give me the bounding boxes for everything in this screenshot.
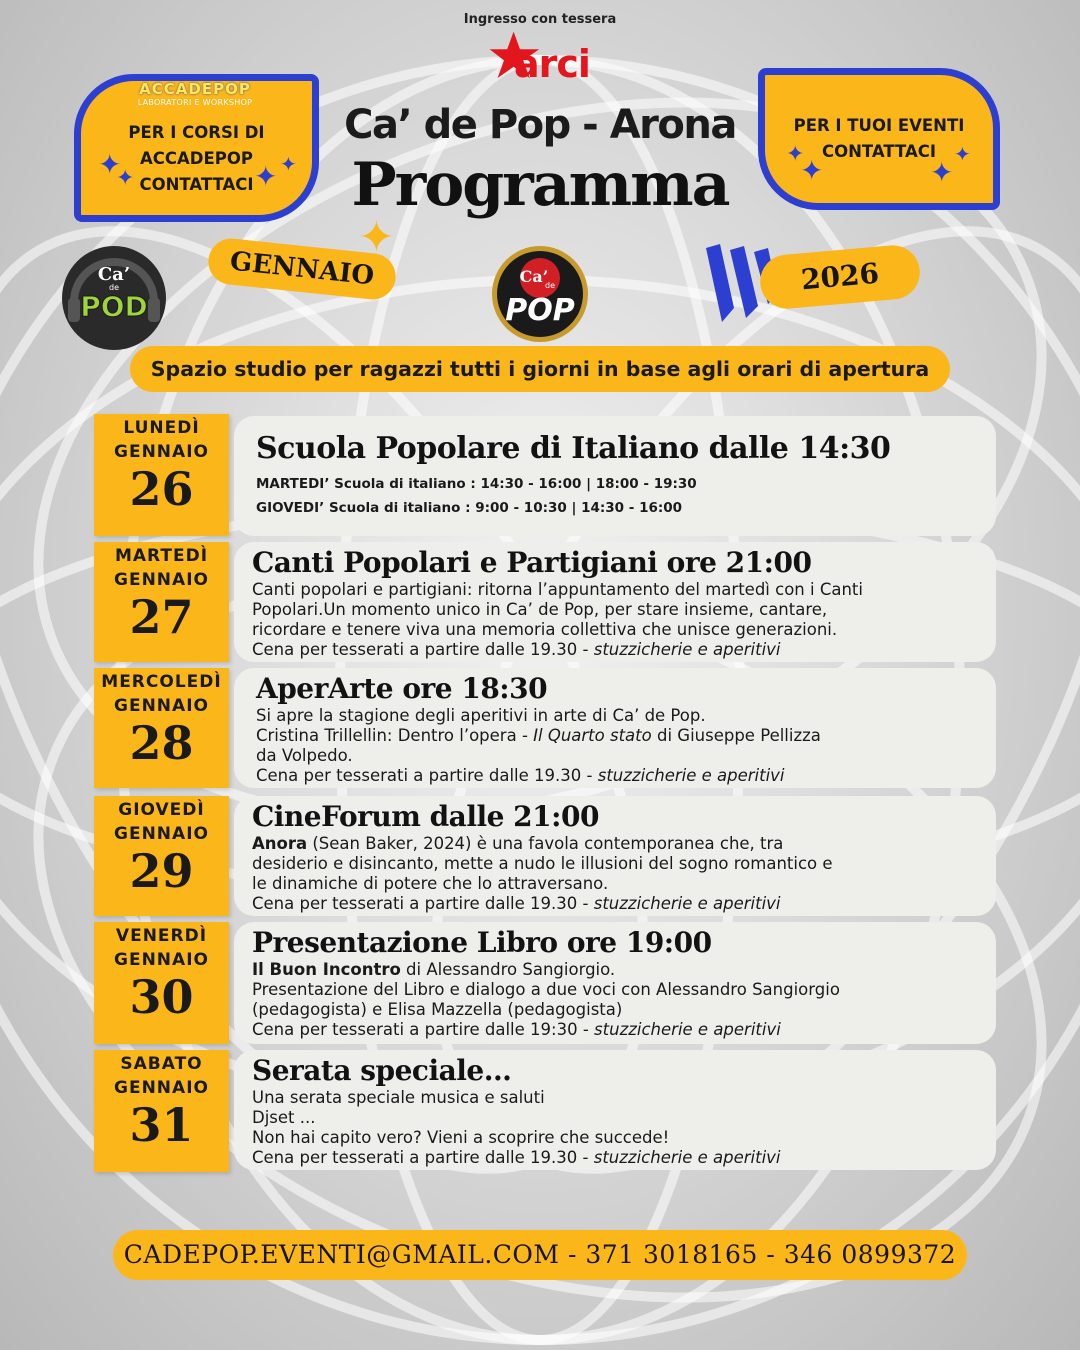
event-card-29[interactable] — [234, 796, 996, 916]
date-box-30 — [94, 922, 229, 1044]
box-right-line2: CONTATTACI — [821, 142, 937, 161]
cadepop-logo-l3: POP — [505, 293, 575, 328]
event-card-26[interactable] — [234, 416, 996, 536]
month-pill: GENNAIO — [206, 236, 398, 301]
events-contact-box[interactable] — [758, 68, 1000, 210]
date-month: GENNAIO — [114, 442, 209, 462]
date-number: 27 — [129, 590, 194, 644]
event-dinner-note — [252, 894, 978, 914]
sparkle-icon: ✦ — [116, 166, 135, 191]
event-dinner-note — [252, 1020, 978, 1040]
sparkle-icon: ✦ — [930, 156, 954, 189]
event-card-31[interactable] — [234, 1050, 996, 1170]
event-title: AperArte ore 18:30 — [256, 672, 548, 705]
page-title: Programma — [351, 150, 729, 220]
event-line: le dinamiche di potere che lo attraversano. — [252, 874, 609, 893]
dinner-text: Cena per tesserati a partire dalle 19.30 - — [252, 640, 594, 659]
event-card-27[interactable] — [234, 542, 996, 662]
event-line-part: (Sean Baker, 2024) è una favola contemporanea che, tra — [307, 834, 784, 853]
cadepop-logo — [490, 244, 590, 344]
event-line: ricordare e tenere viva una memoria collettiva che unisce generazioni. — [252, 620, 838, 639]
box-left-line2: ACCADEPOP — [140, 149, 253, 168]
date-month: GENNAIO — [114, 824, 209, 844]
artwork-title: Il Quarto stato — [533, 726, 652, 745]
event-line — [252, 960, 978, 980]
event-line: MARTEDI’ Scuola di italiano : 14:30 - 16:00 | 18:00 - 19:30 — [256, 476, 697, 492]
arci-logo — [488, 30, 598, 92]
event-line — [252, 834, 978, 854]
sparkle-icon: ✦ — [954, 142, 971, 166]
box-left-line1: PER I CORSI DI — [128, 123, 265, 142]
dinner-italic: stuzzicherie e aperitivi — [593, 894, 781, 913]
dinner-italic: stuzzicherie e aperitivi — [594, 1020, 781, 1039]
sparkle-icon: ✦ — [254, 160, 278, 193]
entry-note: Ingresso con tessera — [463, 12, 617, 27]
event-title: Scuola Popolare di Italiano dalle 14:30 — [256, 431, 891, 466]
date-number: 31 — [129, 1098, 194, 1152]
event-line — [256, 726, 978, 746]
date-month: GENNAIO — [114, 696, 209, 716]
podcast-logo — [60, 244, 168, 352]
event-line: Presentazione del Libro e dialogo a due voci con Alessandro Sangiorgio — [252, 980, 840, 999]
podcast-logo-l3: POD — [80, 290, 148, 323]
cadepop-logo-l1: Ca’ — [519, 267, 549, 286]
accadepop-logo-title: ACCADEPOP — [139, 80, 251, 98]
event-line-part: Cristina Trillellin: Dentro l’opera - — [256, 726, 534, 745]
event-dinner-note — [256, 766, 978, 786]
arci-wordmark: arci — [514, 42, 590, 86]
event-title: Canti Popolari e Partigiani ore 21:00 — [252, 546, 812, 579]
date-box-28 — [94, 668, 229, 788]
event-line: Una serata speciale musica e saluti — [252, 1088, 545, 1107]
event-line: GIOVEDI’ Scuola di italiano : 9:00 - 10:30 | 14:30 - 16:00 — [256, 500, 683, 516]
podcast-logo-l1: Ca’ — [97, 264, 131, 285]
event-line: Si apre la stagione degli aperitivi in arte di Ca’ de Pop. — [256, 706, 706, 725]
date-day: MERCOLEDÌ — [101, 672, 222, 692]
date-day: SABATO — [120, 1054, 203, 1074]
event-title: Presentazione Libro ore 19:00 — [252, 926, 712, 959]
sparkle-icon: ✦ — [800, 154, 824, 187]
dinner-text: Cena per tesserati a partire dalle 19.30 - — [252, 894, 594, 913]
dinner-text: Cena per tesserati a partire dalle 19.30 - — [256, 766, 598, 785]
event-line: da Volpedo. — [256, 746, 353, 765]
event-line-part: di Alessandro Sangiorgio. — [400, 960, 616, 979]
event-card-30[interactable] — [234, 922, 996, 1044]
film-title: Anora — [252, 834, 308, 853]
date-day: LUNEDÌ — [123, 418, 200, 438]
year-pill: 2026 — [758, 243, 922, 311]
event-line: (pedagogista) e Elisa Mazzella (pedagogista) — [252, 1000, 623, 1019]
event-line: Canti popolari e partigiani: ritorna l’appuntamento del martedì con i Canti — [252, 580, 863, 599]
date-day: MARTEDÌ — [114, 546, 209, 566]
podcast-logo-l4: CAST — [96, 325, 144, 344]
date-number: 26 — [129, 462, 194, 516]
cadepop-logo-l2: de — [545, 281, 555, 290]
accadepop-logo-sub: LABORATORI E WORKSHOP — [137, 98, 253, 107]
event-title: CineForum dalle 21:00 — [252, 800, 599, 833]
event-dinner-note — [252, 640, 978, 660]
dinner-italic: stuzzicherie e aperitivi — [597, 766, 785, 785]
date-month: GENNAIO — [114, 950, 209, 970]
event-line: Non hai capito vero? Vieni a scoprire che succede! — [252, 1128, 670, 1147]
event-card-28[interactable] — [234, 668, 996, 788]
dinner-text: Cena per tesserati a partire dalle 19:30 - — [252, 1020, 595, 1039]
date-box-27 — [94, 542, 229, 662]
date-number: 29 — [129, 844, 194, 898]
venue-subtitle: Ca’ de Pop - Arona — [344, 102, 736, 148]
date-number: 30 — [129, 970, 194, 1024]
date-day: GIOVEDÌ — [118, 800, 205, 820]
dinner-italic: stuzzicherie e aperitivi — [593, 1148, 781, 1167]
event-dinner-note — [252, 1148, 978, 1168]
date-number: 28 — [129, 716, 194, 770]
date-box-29 — [94, 796, 229, 916]
contact-bar[interactable]: CADEPOP.EVENTI@GMAIL.COM - 371 3018165 - 346 0899372 — [113, 1230, 967, 1280]
sparkle-icon: ✦ — [98, 148, 122, 181]
date-box-31 — [94, 1050, 229, 1172]
event-title: Serata speciale... — [252, 1054, 512, 1087]
event-line: Djset ... — [252, 1108, 316, 1127]
event-line-part: di Giuseppe Pellizza — [651, 726, 821, 745]
box-left-line3: CONTATTACI — [139, 175, 254, 194]
dinner-text: Cena per tesserati a partire dalle 19.30 - — [252, 1148, 594, 1167]
sparkle-icon: ✦ — [280, 152, 297, 176]
study-space-banner: Spazio studio per ragazzi tutti i giorni in base agli orari di apertura — [130, 346, 950, 392]
dinner-italic: stuzzicherie e aperitivi — [593, 640, 781, 659]
event-line: Popolari.Un momento unico in Ca’ de Pop, per stare insieme, cantare, — [252, 600, 828, 619]
date-box-26 — [94, 414, 229, 536]
book-title: Il Buon Incontro — [252, 960, 401, 979]
date-month: GENNAIO — [114, 570, 209, 590]
accadepop-logo — [132, 80, 258, 107]
sparkle-icon: ✦ — [786, 142, 805, 167]
date-day: VENERDÌ — [115, 926, 208, 946]
box-right-line1: PER I TUOI EVENTI — [793, 116, 965, 135]
sparkle-icon: ✦ — [358, 212, 395, 263]
event-line: desiderio e disincanto, mette a nudo le illusioni del sogno romantico e — [252, 854, 833, 873]
date-month: GENNAIO — [114, 1078, 209, 1098]
podcast-logo-l2: de — [109, 283, 119, 292]
